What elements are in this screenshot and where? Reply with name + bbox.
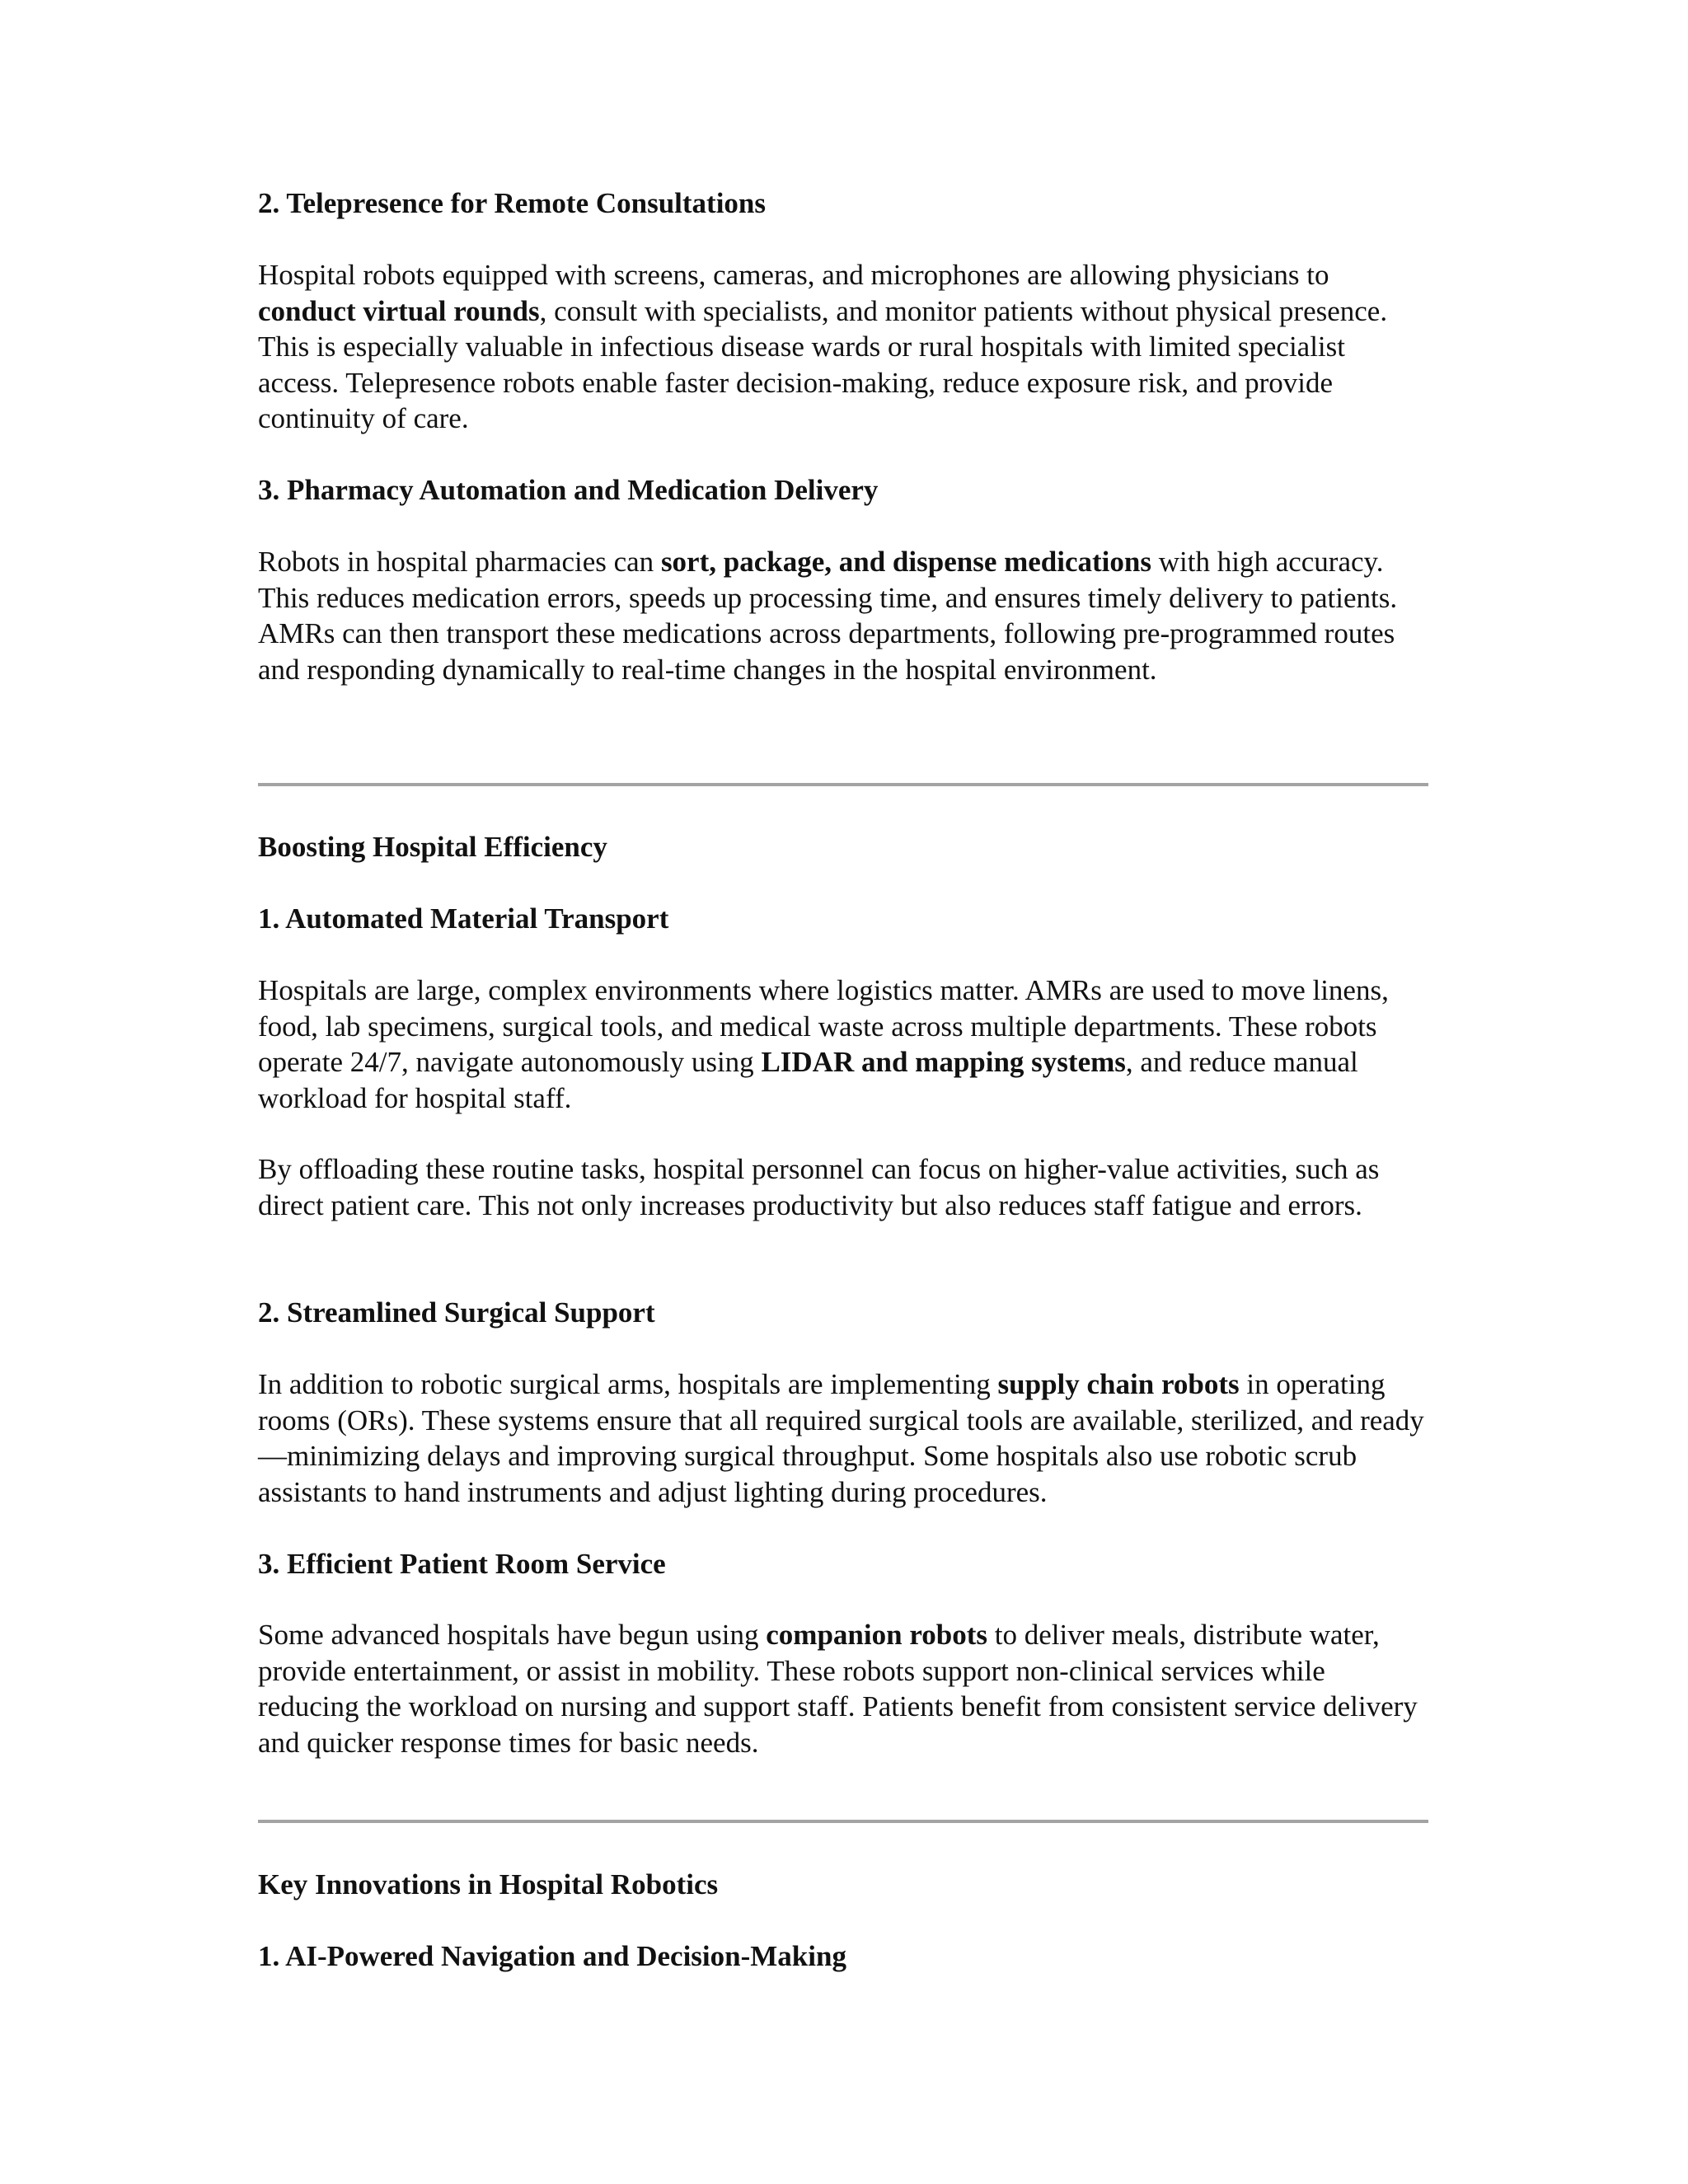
section-title-efficiency: Boosting Hospital Efficiency xyxy=(258,831,607,863)
paragraph-text: Hospitals are large, complex environments where logistics matter. AMRs are used to move linens, food, lab specimens, surgical tools, and medical waste across multiple departments. These robots operate 24/7, navigate autonomously using xyxy=(258,974,1389,1078)
heading-pharmacy: 3. Pharmacy Automation and Medication Delivery xyxy=(258,474,879,506)
paragraph-text: with high accuracy. This reduces medication errors, speeds up processing time, and ensures timely delivery to patients. AMRs can then transport these medications across departments, following pre-programmed routes and responding dynamically to real-time changes in the hospital environment. xyxy=(258,546,1398,686)
horizontal-divider xyxy=(258,1820,1428,1823)
paragraph-text: Hospital robots equipped with screens, cameras, and microphones are allowing physicians to xyxy=(258,259,1329,291)
paragraph-text: Robots in hospital pharmacies can xyxy=(258,546,661,578)
bold-phrase: supply chain robots xyxy=(997,1368,1240,1400)
heading-room-service: 3. Efficient Patient Room Service xyxy=(258,1548,666,1580)
paragraph-text: to deliver meals, distribute water, provide entertainment, or assist in mobility. These robots support non-clinical services while reducing the workload on nursing and support staff. Patients benefit from consistent service delivery and quicker response times for basic needs. xyxy=(258,1619,1418,1759)
heading-telepresence: 2. Telepresence for Remote Consultations xyxy=(258,187,767,219)
paragraph-text: , and reduce manual workload for hospital staff. xyxy=(258,1046,1358,1114)
bold-phrase: sort, package, and dispense medications xyxy=(660,546,1151,578)
paragraph-text: Some advanced hospitals have begun using xyxy=(258,1619,767,1651)
paragraph-text: in operating rooms (ORs). These systems ensure that all required surgical tools are available, sterilized, and ready—minimizing delays and improving surgical throughput. Some hospitals also use robotic scrub assistants to hand instruments and adjust lighting during procedures. xyxy=(258,1368,1424,1508)
paragraph-text: , consult with specialists, and monitor patients without physical presence. This is especially valuable in infectious disease wards or rural hospitals with limited specialist access. Telepresence robots enable faster decision-making, reduce exposure risk, and provide continuity of care. xyxy=(258,294,1388,434)
bold-phrase: conduct virtual rounds xyxy=(258,294,540,327)
paragraph-material-transport-2: By offloading these routine tasks, hospital personnel can focus on higher-value activities, such as direct patient care. This not only increases productivity but also reduces staff fatigue and errors. xyxy=(258,1153,1380,1221)
horizontal-divider xyxy=(258,783,1428,786)
heading-material-transport: 1. Automated Material Transport xyxy=(258,902,669,935)
paragraph-text: In addition to robotic surgical arms, hospitals are implementing xyxy=(258,1368,998,1400)
paragraph-room-service xyxy=(258,1617,1428,1760)
paragraph-telepresence xyxy=(258,257,1428,437)
bold-phrase: companion robots xyxy=(766,1619,987,1651)
bold-phrase: LIDAR and mapping systems xyxy=(761,1046,1126,1078)
paragraph-pharmacy xyxy=(258,544,1428,687)
heading-ai-navigation: 1. AI-Powered Navigation and Decision-Making xyxy=(258,1940,846,1972)
paragraph-material-transport xyxy=(258,972,1428,1116)
heading-surgical-support: 2. Streamlined Surgical Support xyxy=(258,1296,655,1329)
paragraph-surgical-support xyxy=(258,1366,1428,1510)
section-title-innovations: Key Innovations in Hospital Robotics xyxy=(258,1868,719,1900)
